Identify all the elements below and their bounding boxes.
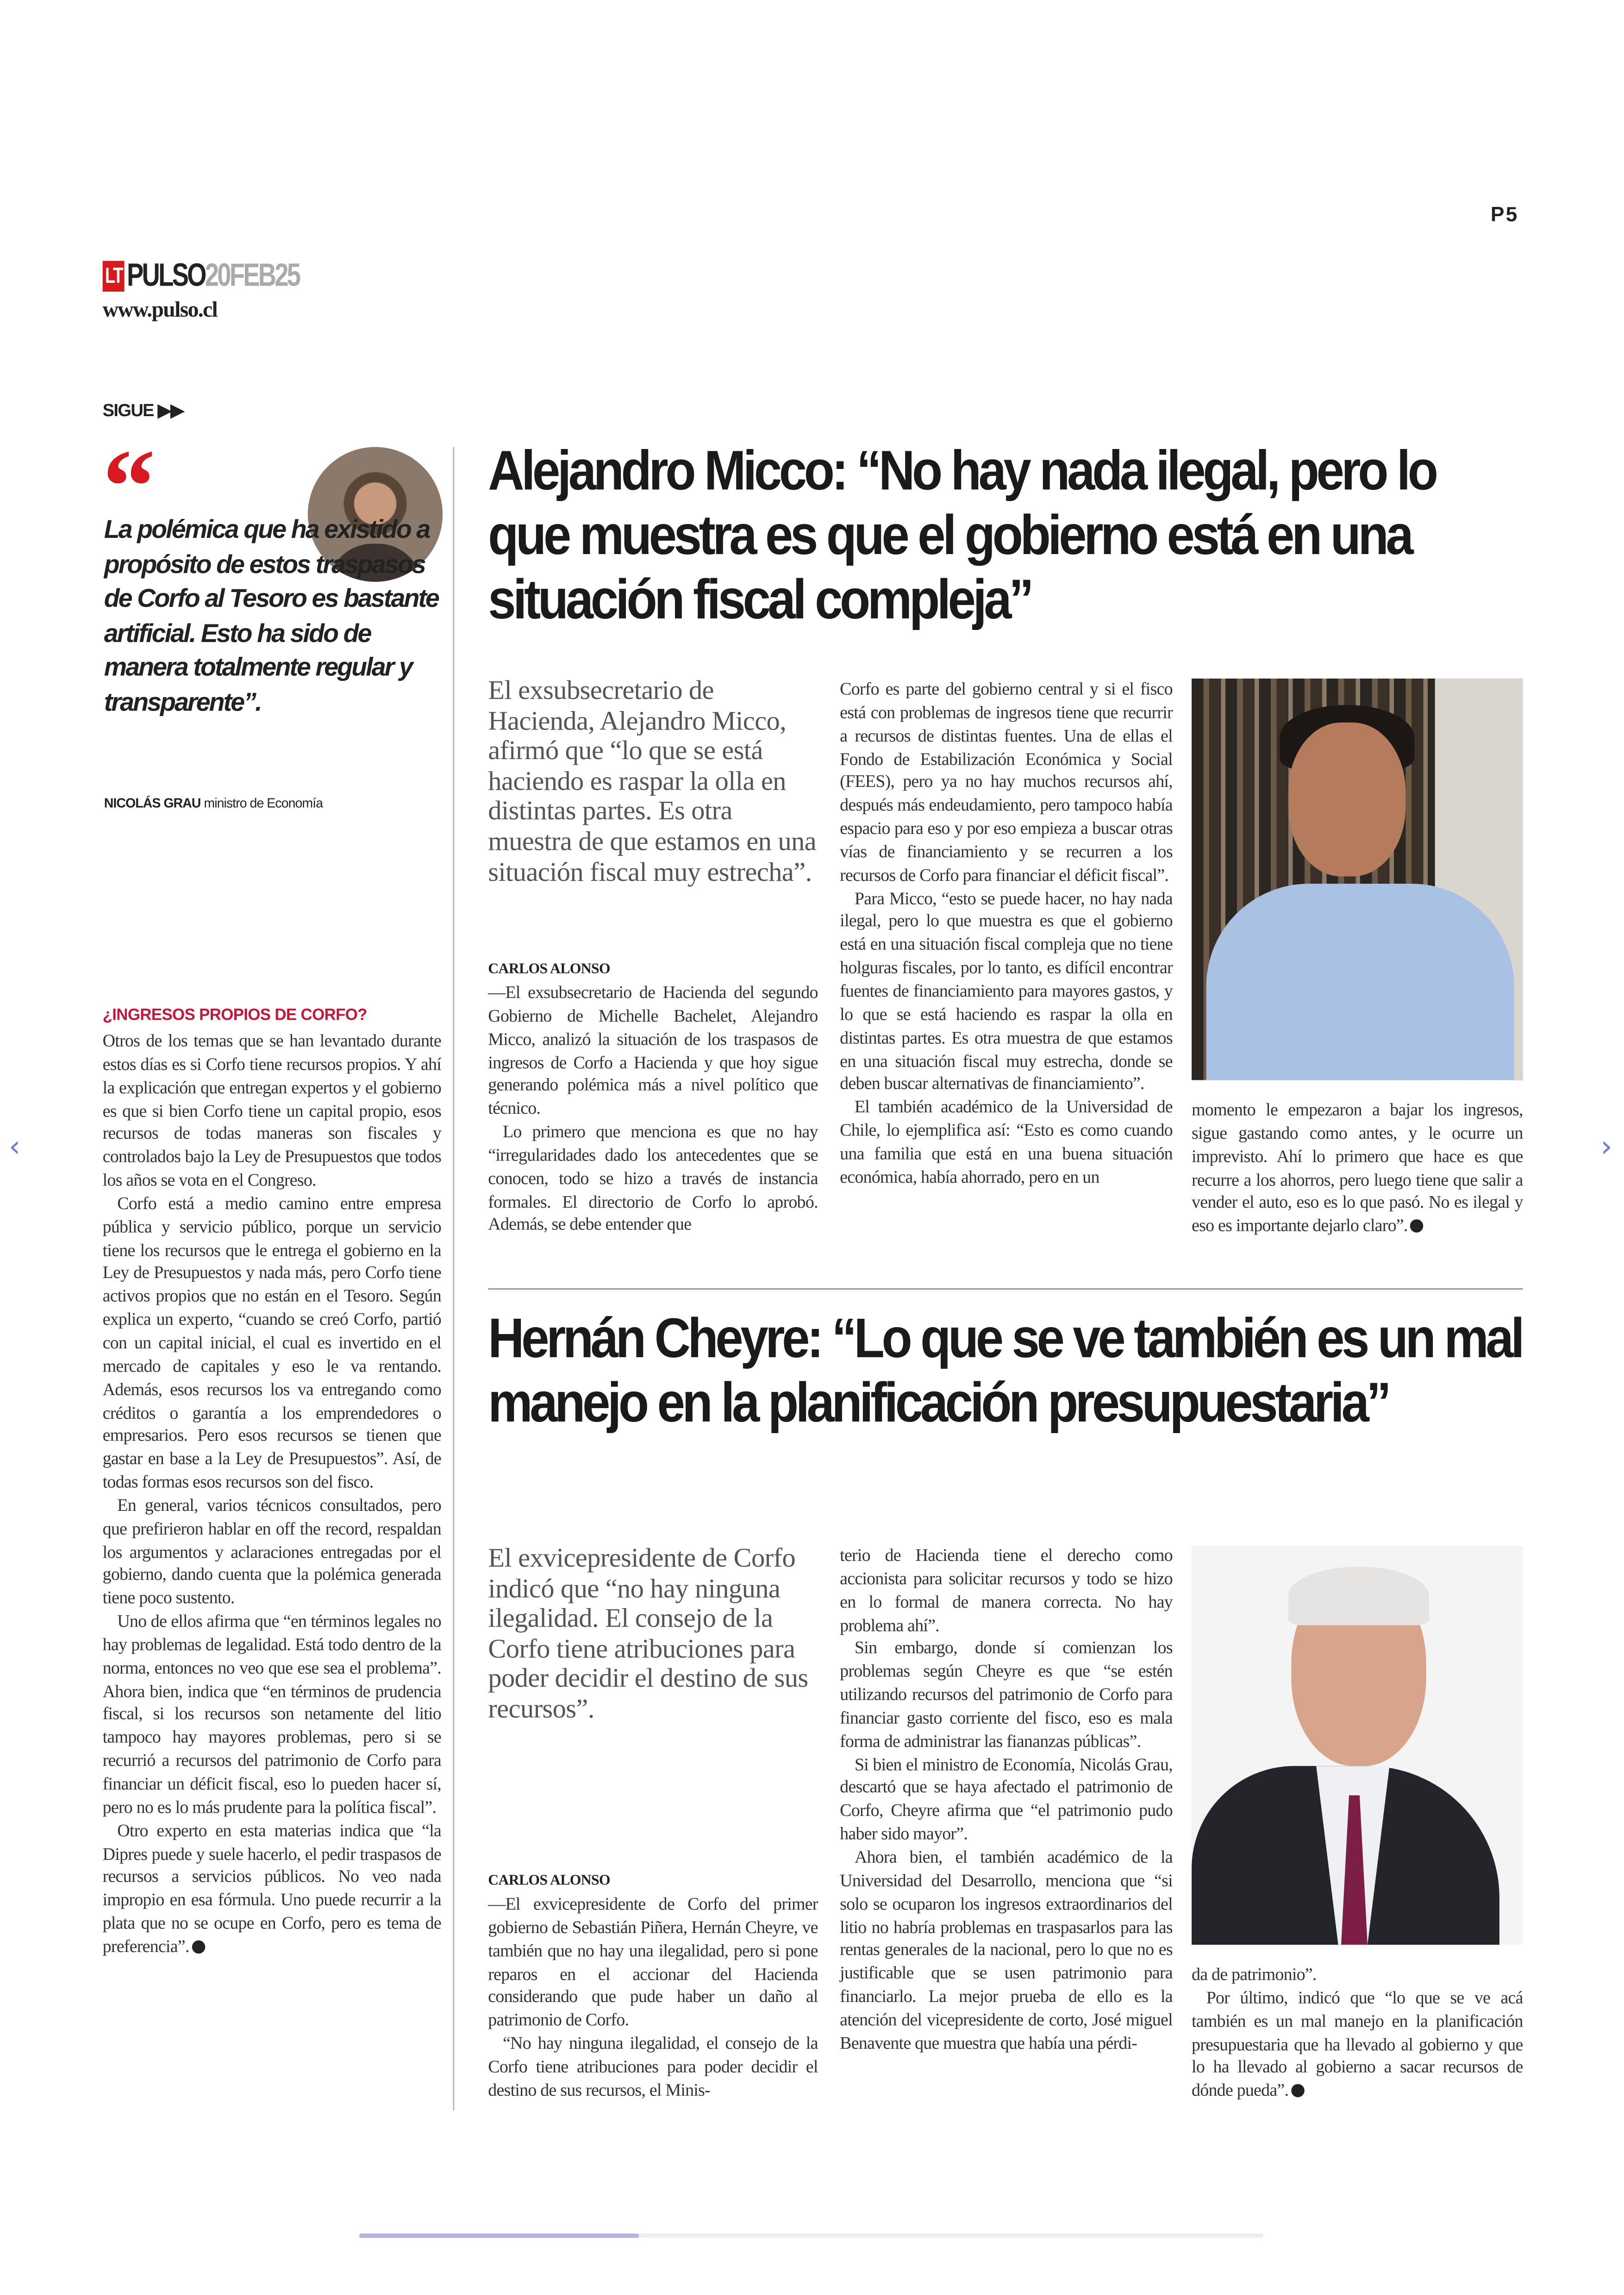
paragraph [840, 679, 1173, 887]
paragraph-text: Si bien el ministro de Economía, Nicolás Grau, descartó que se haya afectado el patrimonio de Corfo, Cheyre afirma que “el patrimonio pudo haber sido mayor”. [840, 1753, 1173, 1844]
article-1-photo [1192, 679, 1523, 1080]
paragraph-text: Uno de ellos afirma que “en términos legales no hay problemas de legalidad. Está todo dentro de la norma, entonces no veo que ese sea el problema”. Ahora bien, indica que “en términos de prudencia fiscal, si los recursos son netamente del litio tampoco hay mayores problemas, pero si se recurrió a recursos del patrimonio de Corfo para financiar un déficit fiscal, eso lo pueden hacer sí, pero no es lo más prudente para la política fiscal”. [102, 1610, 441, 1817]
website-url: www.pulso.cl [102, 299, 218, 323]
paragraph-text: Otros de los temas que se han levantado durante estos días es si Corfo tiene recursos propios. Y ahí la explicación que entregan expertos y el gobierno es que si bien Corfo tiene un capital propio, esos recursos de todas maneras son fiscales y controlados bajo la Ley de Presupuestos que todos los años se vota en el Congreso. [102, 1030, 441, 1191]
paragraph-text: El también académico de la Universidad de Chile, lo ejemplifica así: “Esto es como cuando una familia que está en una buena situación económica, había ahorrado, pero en un [840, 1096, 1173, 1187]
article-2-headline: Hernán Cheyre: “Lo que se ve también es un mal manejo en la planificación presupuestaria” [488, 1309, 1522, 1435]
continues-label: SIGUE ▶▶ [102, 400, 184, 421]
article-2-lead: El exvicepresidente de Corfo indicó que “no hay ninguna ilegalidad. El consejo de la Corfo tiene atribuciones para poder decidir el destino de sus recursos”. [488, 1545, 808, 1725]
previous-page-button[interactable]: ‹ [8, 1128, 21, 1164]
paragraph [103, 1611, 441, 1820]
issue-date: 20FEB25 [205, 256, 300, 293]
section-title: ¿INGRESOS PROPIOS DE CORFO? [102, 1007, 367, 1025]
paragraph [103, 1193, 441, 1495]
sidebar-body [103, 1030, 441, 1959]
article-2-column-3 [1192, 1964, 1523, 2103]
paragraph [840, 887, 1173, 1096]
paragraph-text: momento le empezaron a bajar los ingresos, sigue gastando como antes, y le ocurre un imprevisto. Ahí lo primero que hace es que recurre a los ahorros, pero luego tiene que salir a vender el auto, eso es lo que pasó. No es ilegal y eso es importante dejarlo claro”. [1192, 1099, 1523, 1236]
article-1-column-2 [840, 679, 1173, 1190]
paragraph [1192, 1987, 1523, 2103]
quote-mark-icon: “ [102, 428, 144, 545]
paragraph-text: —El exsubsecretario de Hacienda del segundo Gobierno de Michelle Bachelet, Alejandro Micco, analizó la situación de los traspasos de ingresos de Corfo a Hacienda y que hoy sigue generando polémica más a nivel político que técnico. [488, 982, 818, 1119]
paragraph-text: “No hay ninguna ilegalidad, el consejo de la Corfo tiene atribuciones para poder decidir el destino de sus recursos, el Minis- [488, 2033, 818, 2100]
paragraph [488, 982, 818, 1121]
paragraph-text: Otro experto en esta materias indica que “la Dipres puede y suele hacerlo, el pedir traspasos de recursos a servicios públicos. No veo nada impropio en esa fórmula. Uno puede recurrir a la plata que no se ocupe en Corfo, pero es tema de preferencia”. [102, 1820, 441, 1957]
paragraph [840, 1846, 1173, 2055]
page-scrollbar[interactable] [359, 2233, 1263, 2238]
quote-author-role: ministro de Economía [204, 796, 323, 811]
logo-badge: LT [103, 260, 125, 291]
paragraph-text: —El exvicepresidente de Corfo del primer gobierno de Sebastián Piñera, Hernán Cheyre, ve también que no hay una ilegalidad, pero si pone reparos en el accionar del Hacienda considerando que pude haber un daño al patrimonio de Corfo. [488, 1893, 818, 2030]
publication-name: PULSO [127, 256, 205, 293]
paragraph-text: Corfo es parte del gobierno central y si el fisco está con problemas de ingresos tiene que recurrir a recursos de distintas fuentes. Una de ellas el Fondo de Estabilización Económica y Social (FEES), pero ya no hay muchos recursos ahí, después más endeudamiento, pero tampoco había espacio para eso y por eso empieza a buscar otras vías de financiamiento y se recurren a los recursos de Corfo para financiar el déficit fiscal”. [840, 678, 1173, 885]
paragraph [103, 1030, 441, 1193]
paragraph-text: terio de Hacienda tiene el derecho como accionista para solicitar recursos y todo se hizo en lo formal de manera correcta. No hay problema ahí”. [840, 1545, 1173, 1635]
paragraph [103, 1495, 441, 1611]
article-1-byline: CARLOS ALONSO [488, 961, 610, 978]
paragraph [103, 1820, 441, 1959]
pull-quote: La polémica que ha existido a propósito de estos traspasos de Corfo al Tesoro es bastante artificial. Esto ha sido de manera totalmente regular y transparente”. [104, 514, 439, 716]
article-1-column-3 [1192, 1099, 1523, 1239]
paragraph-text: En general, varios técnicos consultados, pero que prefirieron hablar en off the record, respaldan los argumentos y aclaraciones entregadas por el gobierno, dando cuenta que la polémica generada tiene poco sustento. [102, 1495, 441, 1609]
article-1-lead: El exsubsecretario de Hacienda, Alejandro Micco, afirmó que “lo que se está haciendo es raspar la olla en distintas partes. Es otra muestra de que estamos en una situación fiscal muy estrecha”. [488, 677, 817, 888]
article-2-byline: CARLOS ALONSO [488, 1873, 610, 1890]
paragraph [1192, 1099, 1523, 1239]
paragraph [488, 1894, 818, 2033]
paragraph [840, 1754, 1173, 1847]
paragraph-text: Para Micco, “esto se puede hacer, no hay nada ilegal, pero lo que muestra es que el gobierno está en una situación fiscal compleja que no tiene holguras fiscales, por lo tanto, es difícil encontrar fuentes de financiamiento para mayores gastos, y lo que se está haciendo es raspar la olla en distintas partes. Es otra muestra de que estamos en una situación fiscal muy estrecha, donde se deben buscar alternativas de financiamiento”. [840, 887, 1173, 1094]
end-of-article-icon [192, 1940, 205, 1953]
article-divider [488, 1288, 1523, 1290]
paragraph-text: Lo primero que menciona es que no hay “irregularidades dado los antecedentes que se conocen, todo se hizo a través de instancia formales. El directorio de Corfo lo aprobó. Además, se debe entender que [488, 1121, 818, 1235]
paragraph-text: Corfo está a medio camino entre empresa pública y servicio público, porque un servicio tiene los recursos que le entrega el gobierno en la Ley de Presupuestos y nada más, pero Corfo tiene activos propios que no están en el Tesoro. Según explica un experto, “cuando se creó Corfo, partió con un capital inicial, el cual es invertido en el mercado de capitales y eso le va rentando. Además, esos recursos los va entregando como créditos o garantía a los emprendedores o empresarios. Pero esos recursos se tienen que gastar en base a la Ley de Presupuestos”. Así, de todas formas esos recursos son del fisco. [102, 1192, 441, 1492]
article-2-photo [1192, 1546, 1523, 1945]
paragraph [1192, 1964, 1523, 1987]
article-1-column-1 [488, 982, 818, 1237]
scrollbar-thumb[interactable] [359, 2233, 640, 2238]
page-number: P5 [1490, 202, 1519, 226]
paragraph-text: Por último, indicó que “lo que se ve acá también es un mal manejo en la planificación presupuestaria que ha llevado al gobierno y que lo ha llevado al gobierno a sacar recursos de dónde pueda”. [1192, 1987, 1523, 2101]
article-2-column-1 [488, 1894, 818, 2102]
paragraph [488, 2033, 818, 2102]
column-divider [453, 447, 454, 2111]
quote-attribution [104, 796, 323, 811]
article-2-column-2 [840, 1545, 1173, 2056]
next-page-button[interactable]: › [1600, 1128, 1612, 1164]
paragraph [488, 1121, 818, 1237]
end-of-article-icon [1411, 1220, 1424, 1233]
paragraph-text: da de patrimonio”. [1192, 1964, 1317, 1984]
end-of-article-icon [1292, 2084, 1305, 2097]
publication-logo [103, 256, 300, 293]
paragraph-text: Ahora bien, el también académico de la Universidad del Desarrollo, menciona que “si solo se ocuparon los ingresos extraordinarios del litio no habría problemas en traspasarlos para las rentas generales de la nacional, pero lo que no es justificable que se usen patrimonio para financiarlo. La mejor prueba de ello es la atención del vicepresidente de corto, José miguel Benavente que muestra que había una pérdi- [840, 1846, 1173, 2053]
paragraph [840, 1638, 1173, 1754]
paragraph-text: Sin embargo, donde sí comienzan los problemas según Cheyre es que “se estén utilizando recursos del patrimonio de Corfo para financiar gasto corriente del fisco, eso es mala forma de administrar las fiananzas públicas”. [840, 1637, 1173, 1751]
paragraph [840, 1545, 1173, 1638]
quote-author: NICOLÁS GRAU [104, 796, 201, 811]
article-1-headline: Alejandro Micco: “No hay nada ilegal, pero lo que muestra es que el gobierno está en una situación fiscal compleja” [488, 441, 1436, 632]
paragraph [840, 1097, 1173, 1190]
